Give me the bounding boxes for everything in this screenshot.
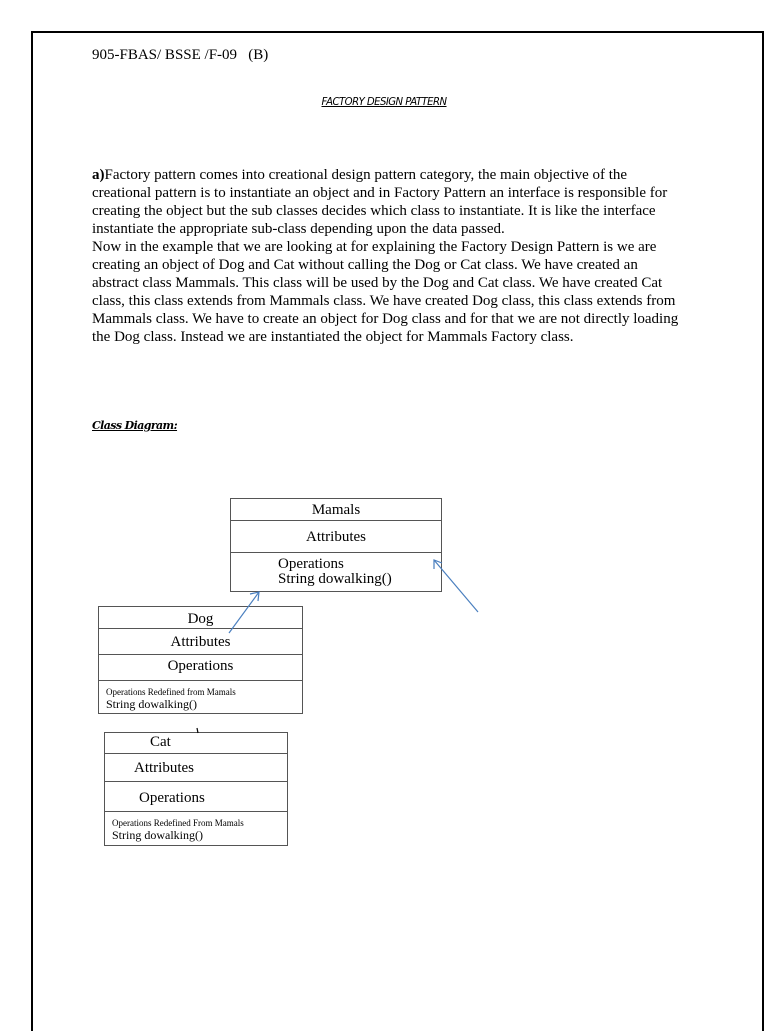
body-text [92, 166, 682, 346]
dog-class-box [98, 606, 303, 714]
mamals-attributes: Attributes [231, 521, 441, 553]
dog-class-name: Dog [99, 607, 302, 629]
mamals-method: String dowalking() [278, 571, 392, 587]
mamals-operations [231, 553, 441, 587]
cat-operations: Operations [105, 782, 287, 812]
dog-attributes: Attributes [99, 629, 302, 655]
mamals-class-box [230, 498, 442, 592]
mamals-class-name: Mamals [231, 499, 441, 521]
paragraph-1 [92, 166, 682, 238]
cat-method: String dowalking() [112, 828, 203, 842]
cat-class-box [104, 732, 288, 846]
dog-operations: Operations [99, 655, 302, 681]
dog-method: String dowalking() [106, 697, 197, 711]
mamals-operations-label: Operations [278, 556, 344, 572]
section-marker: a) [92, 167, 105, 183]
document-code: 905-FBAS/ BSSE /F-09 (B) [92, 47, 269, 63]
paragraph-1-text: Factory pattern comes into creational design pattern category, the main objective of the creational pattern is to instantiate an object and in Factory Pattern an interface is responsible for creating the object but the sub classes decides which class to instantiate. It is like the interface instantiate the appropriate sub-class depending upon the data passed. [92, 167, 668, 237]
cat-class-name: Cat [105, 733, 287, 754]
cat-redefined-operations [105, 812, 287, 841]
class-diagram-label: Class Diagram: [92, 419, 178, 432]
paragraph-2: Now in the example that we are looking at for explaining the Factory Design Pattern is we are creating an object of Dog and Cat without calling the Dog or Cat class. We have created an abstract class Mammals. This class will be used by the Dog and Cat class. We have created Cat class, this class extends from Mammals class. We have created Dog class, this class extends from Mammals class. We have to create an object for Dog class and for that we are not directly loading the Dog class. Instead we are instantiated the object for Mammals Factory class. [92, 239, 679, 345]
cat-redefined-label: Operations Redefined From Mamals [112, 818, 244, 828]
dog-redefined-label: Operations Redefined from Mamals [106, 687, 236, 697]
cat-attributes: Attributes [105, 754, 287, 782]
dog-redefined-operations [99, 681, 302, 710]
page-title: FACTORY DESIGN PATTERN [321, 95, 447, 108]
